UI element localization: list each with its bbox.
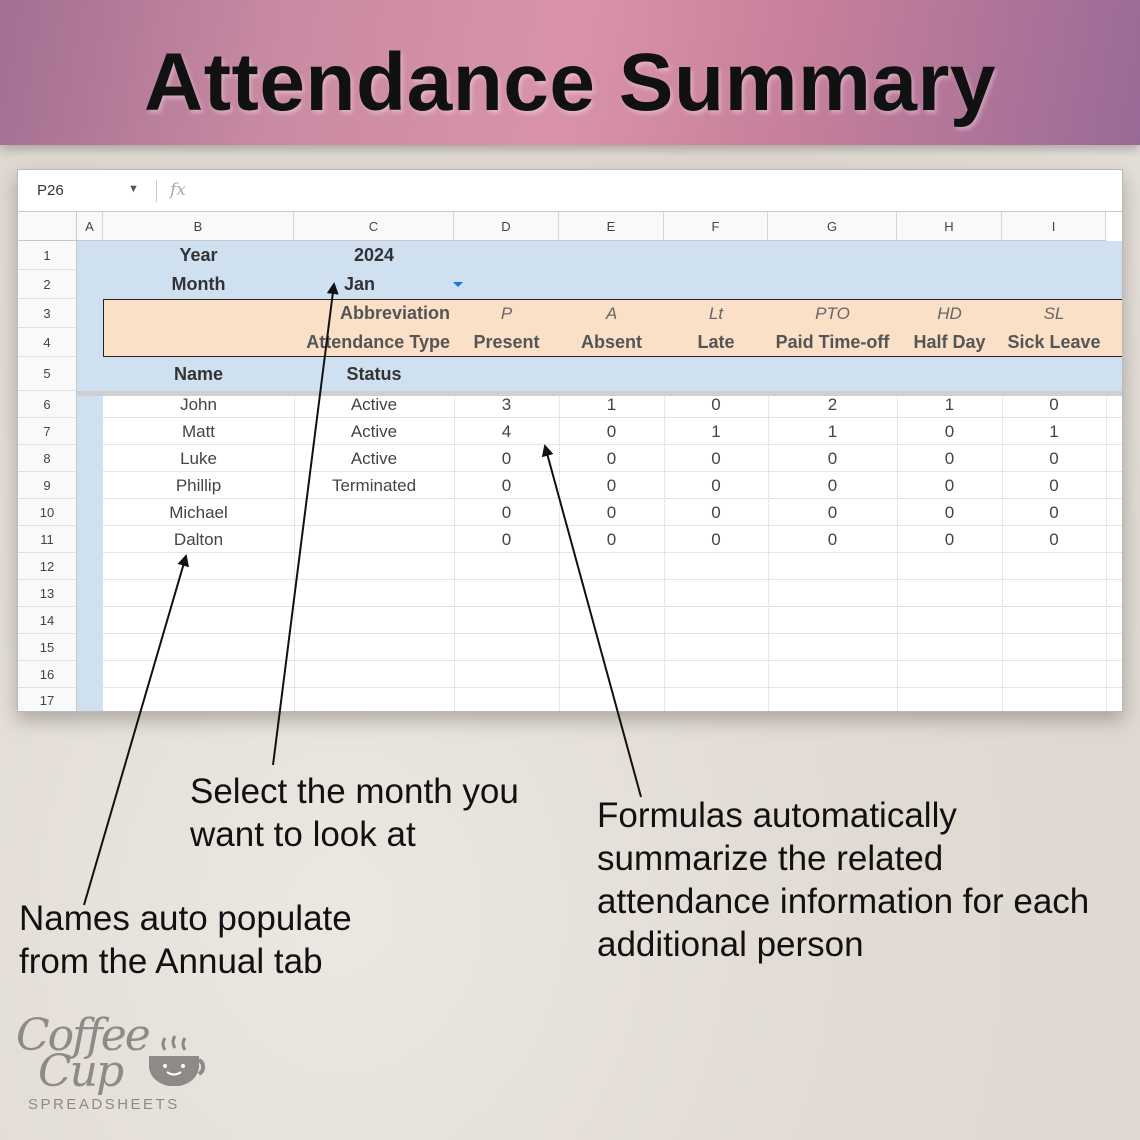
row-header-15[interactable]: 15 — [18, 634, 77, 661]
person-name[interactable]: Phillip — [175, 475, 222, 495]
type-abbreviation: PTO — [815, 303, 850, 323]
logo-word-1: Coffee — [16, 1010, 149, 1061]
column-header-f[interactable]: F — [664, 212, 768, 241]
attendance-count[interactable]: 0 — [1049, 502, 1059, 522]
attendance-count[interactable]: 3 — [501, 394, 512, 414]
attendance-count[interactable]: 0 — [501, 502, 512, 522]
attendance-count[interactable]: 2 — [827, 394, 838, 414]
attendance-count[interactable]: 0 — [501, 529, 512, 549]
chevron-down-icon[interactable]: ▼ — [128, 183, 139, 195]
attendance-count[interactable]: 1 — [711, 421, 721, 441]
callout-names-line-2: from the Annual tab — [19, 942, 323, 981]
type-abbreviation: SL — [1043, 303, 1065, 323]
attendance-count[interactable]: 1 — [1049, 421, 1059, 441]
attendance-count[interactable]: 0 — [606, 421, 617, 441]
person-name[interactable]: Matt — [181, 421, 216, 441]
person-name[interactable]: Michael — [169, 502, 228, 522]
attendance-type-label: Attendance Type — [306, 332, 450, 352]
attendance-count[interactable]: 0 — [827, 448, 838, 468]
attendance-count[interactable]: 0 — [1049, 448, 1059, 468]
attendance-count[interactable]: 1 — [944, 394, 955, 414]
column-header-i[interactable]: I — [1002, 212, 1106, 241]
column-header-c[interactable]: C — [294, 212, 454, 241]
row-header-1[interactable]: 1 — [18, 241, 77, 270]
column-header-h[interactable]: H — [897, 212, 1002, 241]
year-label: Year — [179, 245, 218, 265]
attendance-count[interactable]: 0 — [606, 502, 617, 522]
attendance-count[interactable]: 0 — [711, 475, 721, 495]
callout-formulas-line-2: summarize the related — [597, 839, 944, 878]
callout-names-line-1: Names auto populate — [19, 899, 352, 938]
person-name[interactable]: Luke — [180, 448, 217, 468]
type-label: Present — [473, 332, 540, 352]
attendance-count[interactable]: 0 — [606, 475, 617, 495]
row-header-9[interactable]: 9 — [18, 472, 77, 499]
row-header-8[interactable]: 8 — [18, 445, 77, 472]
page-title: Attendance Summary — [143, 37, 997, 128]
column-header-g[interactable]: G — [768, 212, 897, 241]
attendance-count[interactable]: 0 — [1049, 529, 1059, 549]
attendance-count[interactable]: 0 — [501, 475, 512, 495]
row-header-14[interactable]: 14 — [18, 607, 77, 634]
callout-formulas-line-4: additional person — [597, 925, 864, 964]
attendance-count[interactable]: 0 — [501, 448, 512, 468]
logo-word-2: Cup — [38, 1046, 123, 1097]
column-header-b[interactable]: B — [103, 212, 294, 241]
callout-month-line-1: Select the month you — [190, 772, 519, 811]
person-status[interactable]: Active — [350, 394, 398, 414]
attendance-count[interactable]: 0 — [1049, 394, 1059, 414]
attendance-count[interactable]: 0 — [827, 529, 838, 549]
column-header-d[interactable]: D — [454, 212, 559, 241]
callout-formulas-line-1: Formulas automatically — [597, 796, 957, 835]
person-status[interactable]: Active — [350, 448, 398, 468]
arrow-to-month — [273, 284, 334, 765]
attendance-count[interactable]: 0 — [711, 448, 721, 468]
type-label: Paid Time-off — [775, 332, 890, 352]
type-label: Half Day — [913, 332, 986, 352]
status-header: Status — [346, 363, 402, 384]
attendance-count[interactable]: 1 — [827, 421, 838, 441]
row-header-7[interactable]: 7 — [18, 418, 77, 445]
arrow-to-values — [545, 446, 641, 797]
attendance-count[interactable]: 0 — [606, 448, 617, 468]
attendance-count[interactable]: 0 — [944, 529, 955, 549]
coffee-cup-icon — [145, 1034, 213, 1086]
month-select[interactable]: Jan — [344, 274, 376, 294]
column-header-e[interactable]: E — [559, 212, 664, 241]
callout-formulas-line-3: attendance information for each — [597, 882, 1090, 921]
column-header-a[interactable]: A — [77, 212, 103, 241]
name-box[interactable]: P26 — [37, 182, 64, 199]
row-header-11[interactable]: 11 — [18, 526, 77, 553]
attendance-count[interactable]: 0 — [1049, 475, 1059, 495]
row-header-4[interactable]: 4 — [18, 328, 77, 357]
attendance-count[interactable]: 0 — [944, 448, 955, 468]
attendance-count[interactable]: 0 — [944, 475, 955, 495]
type-abbreviation: HD — [937, 303, 962, 323]
row-header-12[interactable]: 12 — [18, 553, 77, 580]
person-status[interactable]: Terminated — [331, 475, 417, 495]
logo-subtitle: SPREADSHEETS — [28, 1096, 180, 1113]
attendance-count[interactable]: 0 — [944, 421, 955, 441]
row-header-5[interactable]: 5 — [18, 357, 77, 391]
row-header-10[interactable]: 10 — [18, 499, 77, 526]
fx-icon: fx — [170, 180, 186, 200]
row-header-3[interactable]: 3 — [18, 299, 77, 328]
attendance-count[interactable]: 1 — [606, 394, 617, 414]
callout-month-line-2: want to look at — [190, 815, 416, 854]
logo — [16, 1010, 213, 1113]
year-value[interactable]: 2024 — [353, 245, 395, 265]
type-abbreviation: P — [500, 303, 513, 323]
row-header-6[interactable]: 6 — [18, 391, 77, 418]
attendance-count[interactable]: 0 — [827, 475, 838, 495]
attendance-count[interactable]: 4 — [501, 421, 512, 441]
attendance-count[interactable]: 0 — [944, 502, 955, 522]
type-label: Late — [697, 332, 735, 352]
attendance-count[interactable]: 0 — [827, 502, 838, 522]
type-abbreviation: A — [605, 303, 618, 323]
person-name[interactable]: John — [180, 394, 217, 414]
attendance-count[interactable]: 0 — [606, 529, 617, 549]
row-header-2[interactable]: 2 — [18, 270, 77, 299]
row-header-13[interactable]: 13 — [18, 580, 77, 607]
row-header-16[interactable]: 16 — [18, 661, 77, 688]
type-label: Sick Leave — [1007, 332, 1101, 352]
attendance-count[interactable]: 0 — [711, 502, 721, 522]
attendance-count[interactable]: 0 — [711, 394, 721, 414]
person-name[interactable]: Dalton — [173, 529, 224, 549]
name-header: Name — [173, 363, 224, 384]
month-label: Month — [171, 274, 226, 294]
abbreviation-label: Abbreviation — [339, 303, 450, 323]
arrow-to-names — [84, 556, 186, 905]
type-label: Absent — [580, 332, 642, 352]
person-status[interactable]: Active — [350, 421, 398, 441]
type-abbreviation: Lt — [708, 303, 724, 323]
row-header-17[interactable]: 17 — [18, 688, 77, 712]
attendance-count[interactable]: 0 — [711, 529, 721, 549]
